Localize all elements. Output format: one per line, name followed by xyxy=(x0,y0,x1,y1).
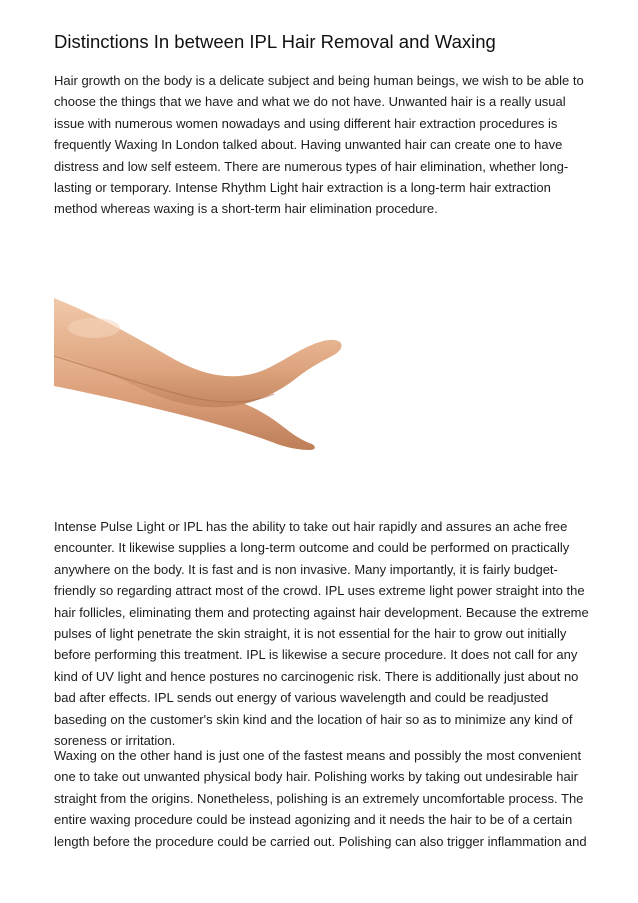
paragraph-intro: Hair growth on the body is a delicate subject and being human beings, we wish to be able to choose the things that we have and what we do not have. Unwanted hair is a really usual issue with numerous women nowadays and using different hair extraction procedures is frequently Waxing In London talked about. Having unwanted hair can create one to have distress and low self esteem. There are numerous types of hair elimination, whether long-lasting or temporary. Intense Rhythm Light hair extraction is a long-term hair extraction method whereas waxing is a short-term hair elimination procedure. xyxy=(54,73,584,217)
legs-photo-icon xyxy=(54,258,350,454)
paragraph-waxing: Waxing on the other hand is just one of the fastest means and possibly the most convenient one to take out unwanted physical body hair. Polishing works by taking out undesirable hair straight from the origins. Nonetheless, polishing is an extremely uncomfortable process. The entire waxing procedure could be instead agonizing and it needs the hair to be of a certain length before the procedure could be carried out. Polishing can also trigger inflammation and xyxy=(54,748,587,849)
page-title: Distinctions In between IPL Hair Removal and Waxing xyxy=(54,31,496,52)
paragraph-ipl: Intense Pulse Light or IPL has the ability to take out hair rapidly and assures an ache free encounter. It likewise supplies a long-term outcome and could be performed on practically anywhere on the body. It is fast and is non invasive. Many importantly, it is fairly budget-friendly so regarding attract most of the crowd. IPL uses extreme light power straight into the hair follicles, eliminating them and protecting against hair development. Because the extreme pulses of light penetrate the skin straight, it is not essential for the hair to grow out initially before performing this treatment. IPL is likewise a secure procedure. It does not call for any kind of UV light and hence postures no carcinogenic risk. There is additionally just about no bad after effects. IPL sends out energy of various wavelength and could be readjusted baseding on the customer's skin kind and the location of hair so as to minimize any kind of soreness or irritation. xyxy=(54,519,589,749)
legs-photo xyxy=(54,258,350,454)
